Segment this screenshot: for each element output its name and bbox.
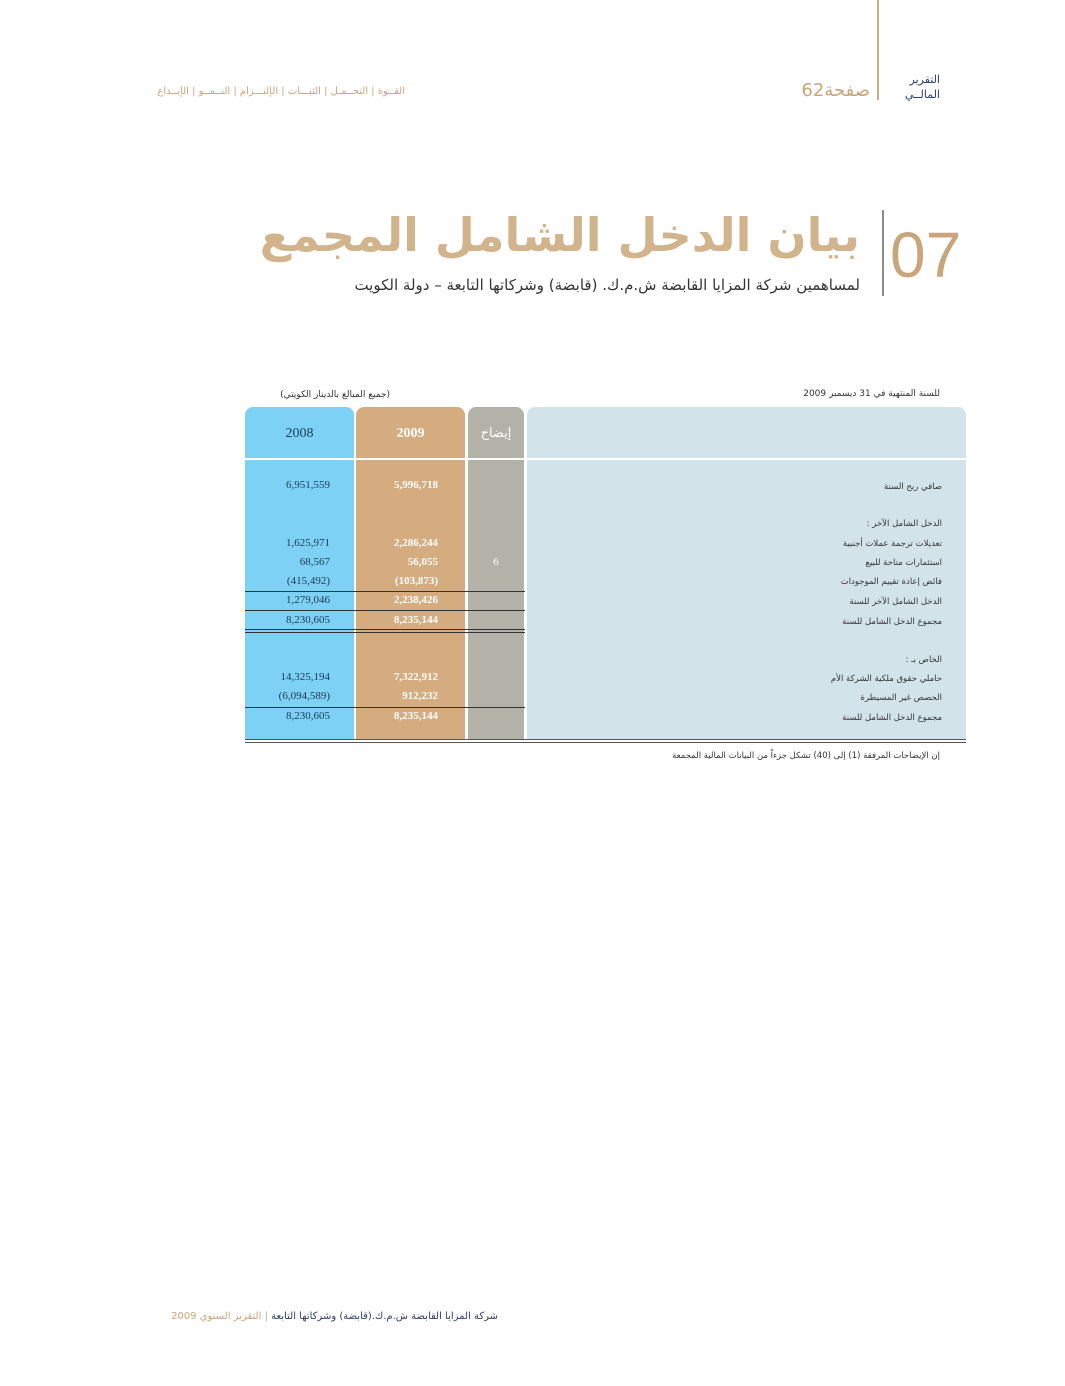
row-value-2009: 2,238,426 — [394, 594, 438, 606]
header-2008: 2008 — [285, 426, 314, 441]
row-label: الخاص بـ : — [905, 655, 942, 665]
header-2009: 2009 — [396, 426, 425, 441]
column-note — [468, 407, 524, 740]
page-number-value: 62 — [801, 80, 825, 101]
header-note: إيضاح — [480, 426, 512, 441]
page-subtitle: لمساهمين شركة المزايا القابضة ش.م.ك. (قابضة) وشركاتها التابعة – دولة الكويت — [354, 276, 860, 294]
header-separator — [245, 458, 966, 460]
report-label-line1: التقرير — [909, 73, 940, 86]
table-bottom-rule — [245, 739, 966, 740]
row-value-2008: 68,567 — [299, 556, 330, 568]
row-value-2009: 8,235,144 — [394, 710, 438, 722]
row-value-2009: 56,055 — [407, 556, 438, 568]
footer-company: شركة المزايا القابضة ش.م.ك.(قابضة) وشركاتها التابعة — [271, 1311, 498, 1322]
row-note: 6 — [493, 556, 499, 568]
table-bottom-rule — [245, 742, 966, 743]
row-value-2009: 8,235,144 — [394, 614, 438, 626]
footer-separator: | — [264, 1311, 268, 1322]
row-rule — [245, 707, 525, 708]
row-value-2009: 7,322,912 — [394, 671, 438, 683]
page-word: صفحة — [824, 80, 870, 101]
row-label: مجموع الدخل الشامل للسنة — [842, 713, 942, 723]
row-value-2008: (415,492) — [286, 575, 330, 587]
row-value-2009: 912,232 — [402, 690, 438, 702]
footer-report: التقرير السنوي 2009 — [171, 1311, 262, 1322]
column-description — [527, 407, 966, 740]
row-value-2009: 2,286,244 — [394, 537, 438, 549]
report-label-line2: المالــي — [904, 88, 940, 101]
page-title: بيان الدخل الشامل المجمع — [259, 208, 860, 262]
row-rule — [245, 591, 525, 592]
row-label: تعديلات ترجمة عملات أجنبية — [842, 539, 942, 549]
section-number: 07 — [890, 219, 962, 291]
report-label — [888, 72, 940, 102]
row-label: الدخل الشامل الآخر للسنة — [849, 597, 942, 607]
footer — [98, 1311, 498, 1322]
currency-note: (جميع المبالغ بالدينار الكويتي) — [280, 390, 390, 400]
row-value-2008: 8,230,605 — [286, 614, 330, 626]
row-value-2009: (103,873) — [394, 575, 438, 587]
row-value-2008: 14,325,194 — [280, 671, 330, 683]
row-label: الدخل الشامل الآخر : — [866, 519, 942, 529]
footnote: إن الإيضاحات المرفقة (1) إلى (40) تشكل جزءاً من البيانات المالية المجمعة — [672, 751, 940, 761]
row-label: مجموع الدخل الشامل للسنة — [842, 617, 942, 627]
values-tagline: القــوة | التحــمـل | الثبـــات | الإلتـــزام | النــمــو | الإبــداع — [157, 86, 405, 97]
row-label: فائض إعادة تقييم الموجودات — [840, 577, 942, 587]
header-divider — [877, 0, 879, 100]
row-value-2009: 5,996,718 — [394, 479, 438, 491]
row-value-2008: 1,279,046 — [286, 594, 330, 606]
row-rule — [245, 629, 525, 630]
row-label: الحصص غير المسيطرة — [860, 693, 942, 703]
row-label: استثمارات متاحة للبيع — [865, 558, 942, 568]
row-value-2008: 8,230,605 — [286, 710, 330, 722]
row-value-2008: (6,094,589) — [278, 690, 330, 702]
row-rule — [245, 632, 525, 633]
row-label: صافي ربح السنة — [884, 482, 942, 492]
row-rule — [245, 610, 525, 611]
row-value-2008: 6,951,559 — [286, 479, 330, 491]
period-label: للسنة المنتهية في 31 ديسمبر 2009 — [803, 389, 940, 399]
title-divider — [882, 210, 884, 296]
page-number — [760, 80, 870, 101]
row-label: حاملي حقوق ملكية الشركة الأم — [830, 674, 942, 684]
row-value-2008: 1,625,971 — [286, 537, 330, 549]
